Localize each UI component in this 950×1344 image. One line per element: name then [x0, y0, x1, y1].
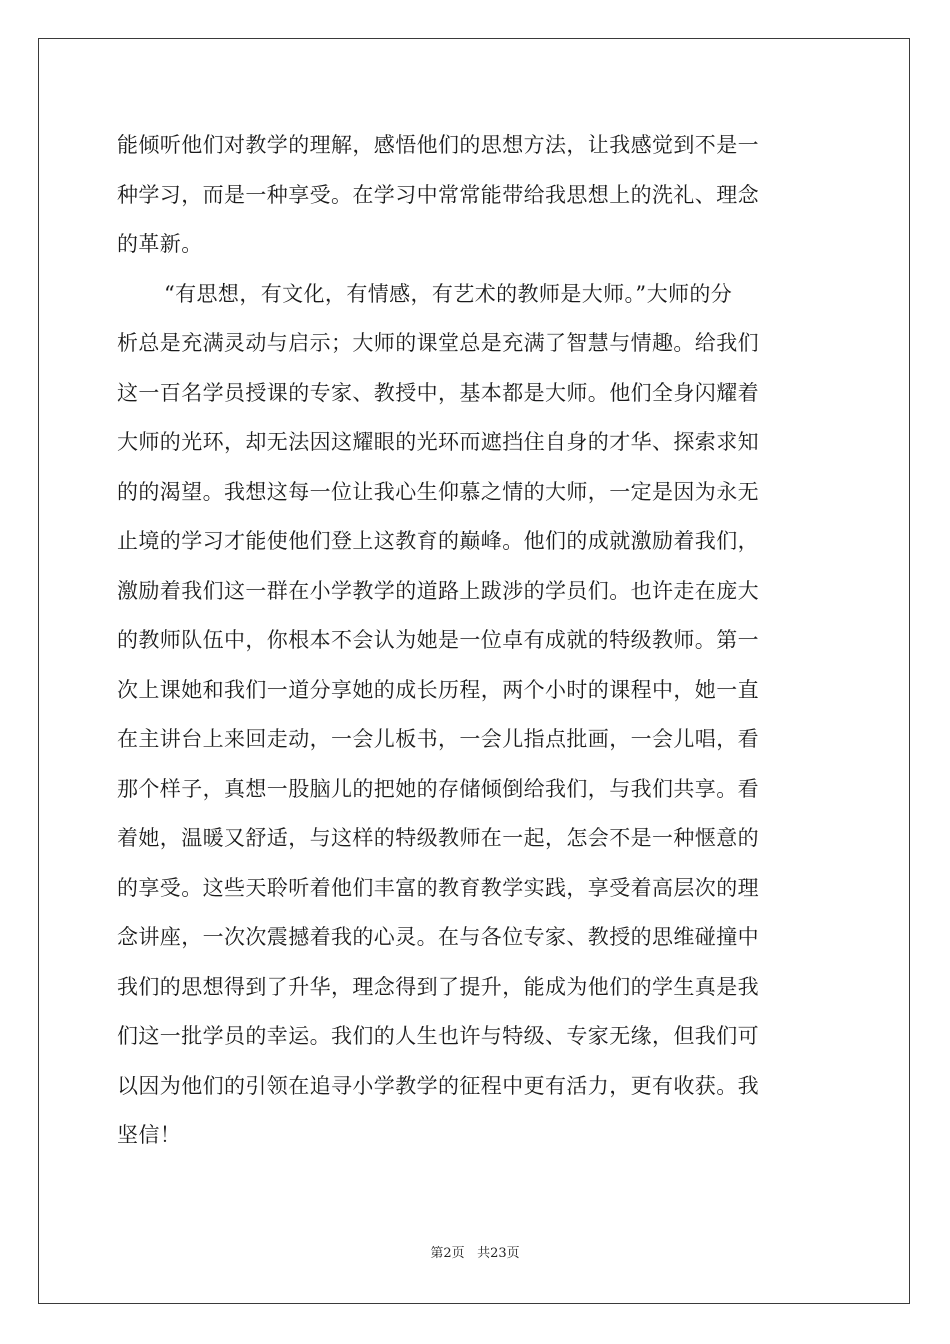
- text-line: “有思想，有文化，有情感，有艺术的教师是大师。”大师的分: [164, 281, 733, 306]
- text-line: 激励着我们这一群在小学教学的道路上跋涉的学员们。也许走在庞大: [117, 578, 759, 603]
- text-line: 坚信！: [117, 1123, 182, 1147]
- page-total: 共23页: [477, 1246, 520, 1261]
- text-line: 以因为他们的引领在追寻小学教学的征程中更有活力，更有收获。我: [117, 1073, 759, 1098]
- text-line: 大师的光环，却无法因这耀眼的光环而遮挡住自身的才华、探索求知: [117, 430, 759, 454]
- text-line: 我们的思想得到了升华，理念得到了提升，能成为他们的学生真是我: [117, 974, 759, 999]
- text-line: 念讲座，一次次震撼着我的心灵。在与各位专家、教授的思维碰撞中: [117, 925, 759, 949]
- text-line: 析总是充满灵动与启示；大师的课堂总是充满了智慧与情趣。给我们: [117, 331, 759, 355]
- text-line: 那个样子，真想一股脑儿的把她的存储倾倒给我们，与我们共享。看: [117, 776, 759, 801]
- text-line: 次上课她和我们一道分享她的成长历程，两个小时的课程中，她一直: [117, 677, 759, 702]
- page-footer: [0, 1246, 950, 1262]
- text-line: 能倾听他们对教学的理解，感悟他们的思想方法，让我感觉到不是一: [117, 133, 759, 157]
- text-line: 的的渴望。我想这每一位让我心生仰慕之情的大师，一定是因为永无: [117, 479, 759, 504]
- text-line: 这一百名学员授课的专家、教授中，基本都是大师。他们全身闪耀着: [117, 380, 759, 405]
- text-line: 种学习，而是一种享受。在学习中常常能带给我思想上的洗礼、理念: [117, 182, 759, 207]
- text-line: 止境的学习才能使他们登上这教育的巅峰。他们的成就激励着我们，: [117, 529, 759, 553]
- text-line: 的教师队伍中，你根本不会认为她是一位卓有成就的特级教师。第一: [117, 628, 759, 652]
- text-line: 在主讲台上来回走动，一会儿板书，一会儿指点批画，一会儿唱，看: [117, 727, 759, 751]
- page-number: 第2页: [430, 1246, 465, 1261]
- document-body: [117, 121, 833, 1161]
- footer-spacer: [465, 1246, 477, 1261]
- text-line: 们这一批学员的幸运。我们的人生也许与特级、专家无缘，但我们可: [117, 1024, 759, 1048]
- text-line: 着她，温暖又舒适，与这样的特级教师在一起，怎会不是一种惬意的: [117, 826, 759, 850]
- text-line: 的革新。: [117, 232, 203, 256]
- text-line: 的享受。这些天聆听着他们丰富的教育教学实践，享受着高层次的理: [117, 875, 759, 900]
